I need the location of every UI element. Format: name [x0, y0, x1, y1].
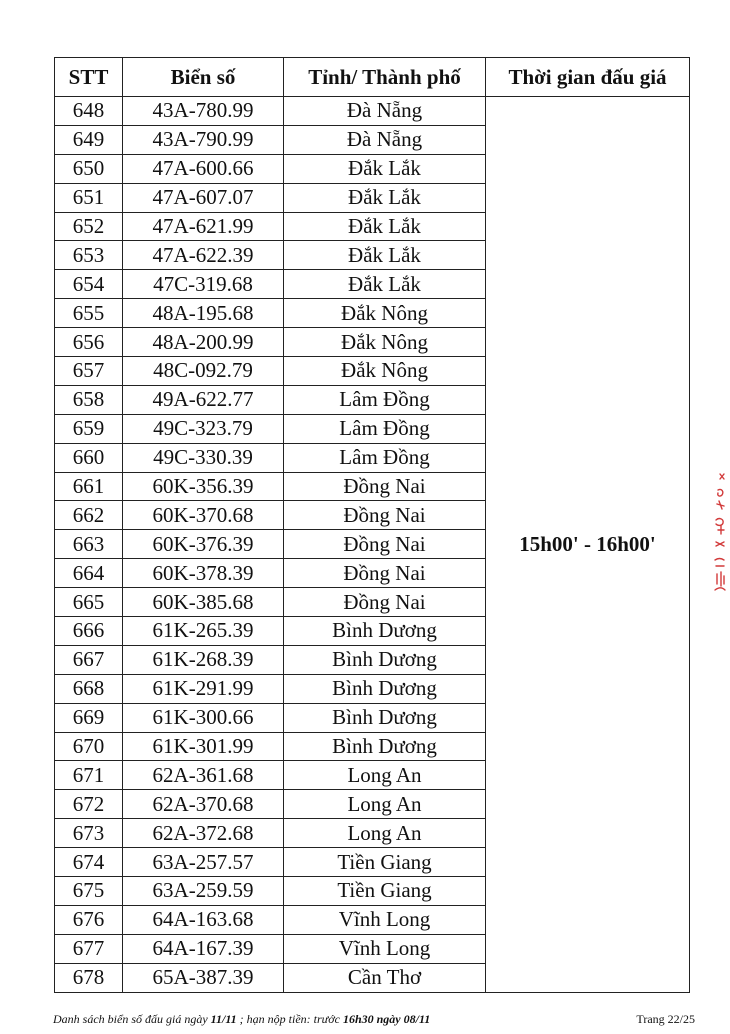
cell-plate: 47A-600.66	[123, 154, 284, 183]
cell-plate: 63A-259.59	[123, 877, 284, 906]
cell-province: Vĩnh Long	[284, 905, 486, 934]
cell-province: Đắk Nông	[284, 299, 486, 328]
cell-province: Đắk Lắk	[284, 183, 486, 212]
cell-stt: 672	[55, 790, 123, 819]
cell-province: Long An	[284, 790, 486, 819]
cell-province: Đồng Nai	[284, 501, 486, 530]
cell-province: Đắk Lắk	[284, 241, 486, 270]
cell-stt: 677	[55, 934, 123, 963]
cell-plate: 62A-361.68	[123, 761, 284, 790]
cell-stt: 669	[55, 703, 123, 732]
cell-plate: 47A-621.99	[123, 212, 284, 241]
cell-plate: 62A-370.68	[123, 790, 284, 819]
cell-plate: 65A-387.39	[123, 963, 284, 992]
footer-note	[53, 1012, 430, 1027]
cell-stt: 676	[55, 905, 123, 934]
cell-province: Đà Nẵng	[284, 125, 486, 154]
cell-province: Đồng Nai	[284, 559, 486, 588]
cell-plate: 49C-323.79	[123, 414, 284, 443]
cell-plate: 61K-265.39	[123, 617, 284, 646]
cell-stt: 661	[55, 472, 123, 501]
cell-province: Đắk Lắk	[284, 270, 486, 299]
cell-province: Cần Thơ	[284, 963, 486, 992]
cell-stt: 656	[55, 328, 123, 357]
cell-plate: 62A-372.68	[123, 819, 284, 848]
footer-middle: ; hạn nộp tiền: trước	[236, 1012, 343, 1026]
cell-stt: 655	[55, 299, 123, 328]
cell-stt: 652	[55, 212, 123, 241]
cell-stt: 664	[55, 559, 123, 588]
cell-stt: 658	[55, 385, 123, 414]
cell-province: Đắk Nông	[284, 328, 486, 357]
page-number: Trang 22/25	[636, 1012, 695, 1026]
cell-stt: 670	[55, 732, 123, 761]
cell-province: Đắk Nông	[284, 357, 486, 386]
cell-plate: 61K-300.66	[123, 703, 284, 732]
cell-stt: 648	[55, 97, 123, 126]
cell-stt: 660	[55, 443, 123, 472]
table-row	[55, 97, 690, 126]
header-province: Tỉnh/ Thành phố	[284, 58, 486, 97]
cell-province: Đồng Nai	[284, 530, 486, 559]
cell-stt: 671	[55, 761, 123, 790]
cell-province: Tiền Giang	[284, 877, 486, 906]
table-header-row	[55, 58, 690, 97]
cell-plate: 49A-622.77	[123, 385, 284, 414]
cell-province: Đắk Lắk	[284, 212, 486, 241]
cell-stt: 651	[55, 183, 123, 212]
cell-province: Lâm Đồng	[284, 414, 486, 443]
plate-auction-table	[54, 57, 690, 993]
cell-plate: 61K-301.99	[123, 732, 284, 761]
cell-province: Lâm Đồng	[284, 385, 486, 414]
cell-stt: 653	[55, 241, 123, 270]
cell-province: Vĩnh Long	[284, 934, 486, 963]
cell-stt: 668	[55, 674, 123, 703]
cell-province: Bình Dương	[284, 703, 486, 732]
cell-plate: 47A-607.07	[123, 183, 284, 212]
cell-stt: 666	[55, 617, 123, 646]
cell-plate: 48A-195.68	[123, 299, 284, 328]
cell-plate: 43A-790.99	[123, 125, 284, 154]
cell-province: Lâm Đồng	[284, 443, 486, 472]
cell-plate: 61K-268.39	[123, 645, 284, 674]
cell-plate: 61K-291.99	[123, 674, 284, 703]
cell-auction-time: 15h00' - 16h00'	[486, 97, 690, 993]
cell-province: Đà Nẵng	[284, 97, 486, 126]
cell-plate: 47A-622.39	[123, 241, 284, 270]
cell-province: Bình Dương	[284, 645, 486, 674]
cell-province: Bình Dương	[284, 617, 486, 646]
cell-province: Tiền Giang	[284, 848, 486, 877]
cell-stt: 674	[55, 848, 123, 877]
cell-plate: 48C-092.79	[123, 357, 284, 386]
cell-stt: 678	[55, 963, 123, 992]
cell-plate: 64A-167.39	[123, 934, 284, 963]
cell-plate: 60K-376.39	[123, 530, 284, 559]
cell-province: Bình Dương	[284, 732, 486, 761]
cell-province: Long An	[284, 761, 486, 790]
cell-plate: 63A-257.57	[123, 848, 284, 877]
footer-prefix: Danh sách biển số đấu giá ngày	[53, 1012, 211, 1026]
cell-province: Đồng Nai	[284, 472, 486, 501]
cell-plate: 43A-780.99	[123, 97, 284, 126]
cell-stt: 657	[55, 357, 123, 386]
cell-stt: 649	[55, 125, 123, 154]
header-plate: Biển số	[123, 58, 284, 97]
footer-deadline: 16h30 ngày 08/11	[342, 1012, 431, 1026]
red-seal-mark	[706, 468, 728, 598]
cell-plate: 48A-200.99	[123, 328, 284, 357]
cell-plate: 60K-385.68	[123, 588, 284, 617]
cell-stt: 654	[55, 270, 123, 299]
cell-stt: 659	[55, 414, 123, 443]
cell-stt: 665	[55, 588, 123, 617]
header-stt: STT	[55, 58, 123, 97]
cell-stt: 673	[55, 819, 123, 848]
cell-plate: 49C-330.39	[123, 443, 284, 472]
table-body	[55, 97, 690, 993]
cell-plate: 60K-378.39	[123, 559, 284, 588]
cell-plate: 64A-163.68	[123, 905, 284, 934]
cell-stt: 675	[55, 877, 123, 906]
cell-plate: 47C-319.68	[123, 270, 284, 299]
cell-stt: 650	[55, 154, 123, 183]
cell-province: Đồng Nai	[284, 588, 486, 617]
cell-province: Long An	[284, 819, 486, 848]
cell-stt: 662	[55, 501, 123, 530]
cell-stt: 667	[55, 645, 123, 674]
cell-plate: 60K-370.68	[123, 501, 284, 530]
footer-auction-date: 11/11	[210, 1012, 237, 1026]
header-auction-time: Thời gian đấu giá	[486, 58, 690, 97]
cell-plate: 60K-356.39	[123, 472, 284, 501]
cell-province: Bình Dương	[284, 674, 486, 703]
cell-province: Đắk Lắk	[284, 154, 486, 183]
cell-stt: 663	[55, 530, 123, 559]
